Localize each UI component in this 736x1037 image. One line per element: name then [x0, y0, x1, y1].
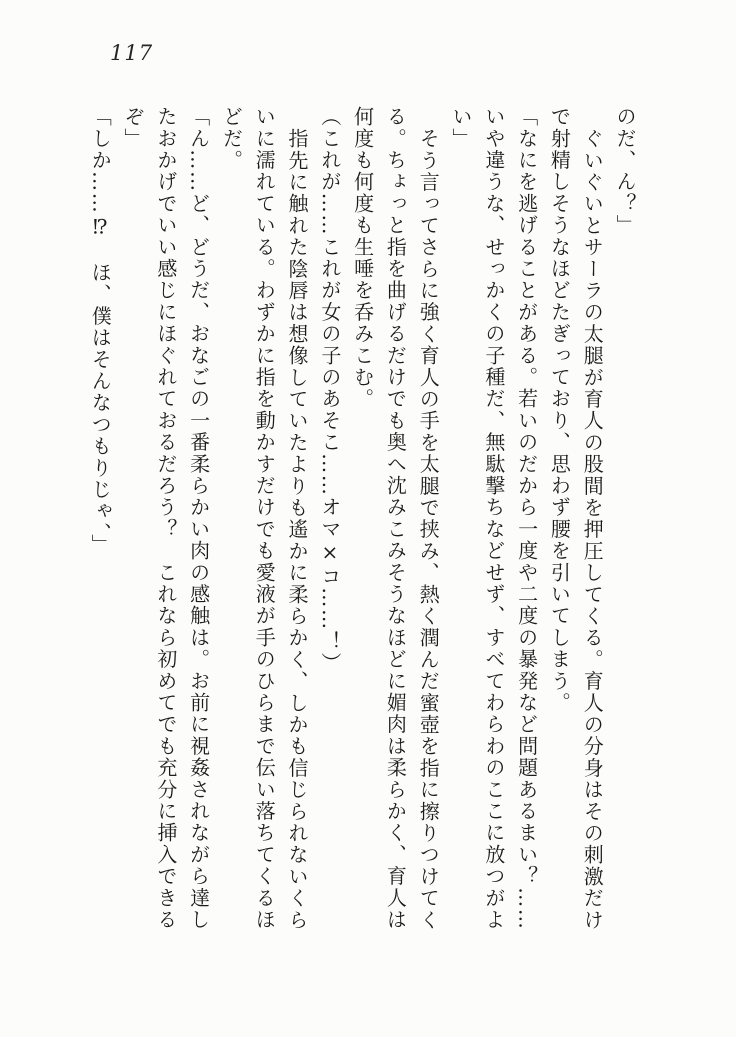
- text-column: 指先に触れた陰唇は想像していたよりも遙かに柔らかく、しかも信じられないくら: [285, 127, 310, 931]
- text-column: い」: [449, 106, 474, 150]
- vertical-text-block: [83, 106, 641, 962]
- text-column: で射精しそうなほどたぎっており、思わず腰を引いてしまう。: [547, 106, 572, 714]
- text-column: 「なにを逃げることがある。若いのだから一度や二度の暴発など問題あるまい？……: [514, 106, 539, 931]
- text-column: ぞ」: [121, 106, 146, 150]
- text-column: 「しか……⁉ ほ、僕はそんなつもりじゃ、」: [88, 106, 113, 556]
- text-column: たおかげでいい感じにほぐれておるだろう？ これなら初めてでも充分に挿入できる: [153, 106, 178, 931]
- text-column: どだ。: [219, 106, 244, 172]
- text-column: る。ちょっと指を曲げるだけでも奥へ沈みこみそうなほどに媚肉は柔らかく、育人は: [383, 106, 408, 931]
- text-column: （これが……これが女の子のあそこ……オマ×コ……！）: [317, 106, 342, 675]
- text-column: そう言ってさらに強く育人の手を太腿で挟み、熱く潤んだ蜜壺を指に擦りつけてく: [416, 127, 441, 931]
- text-column: 何度も何度も生唾を呑みこむ。: [350, 106, 375, 410]
- text-column: のだ、ん？」: [613, 106, 637, 237]
- text-column: 「ん……ど、どうだ、おなごの一番柔らかい肉の感触は。お前に視姦されながら達し: [186, 106, 211, 931]
- text-column: ぐいぐいとサーラの太腿が育人の股間を押圧してくる。育人の分身はその刺激だけ: [580, 127, 605, 931]
- text-column: いや違うな、せっかくの子種だ、無駄撃ちなどせず、すべてわらわのここに放つがよ: [481, 106, 506, 931]
- page-number: 117: [110, 41, 154, 65]
- text-column: いに濡れている。わずかに指を動かすだけでも愛液が手のひらまで伝い落ちてくるほ: [252, 106, 277, 931]
